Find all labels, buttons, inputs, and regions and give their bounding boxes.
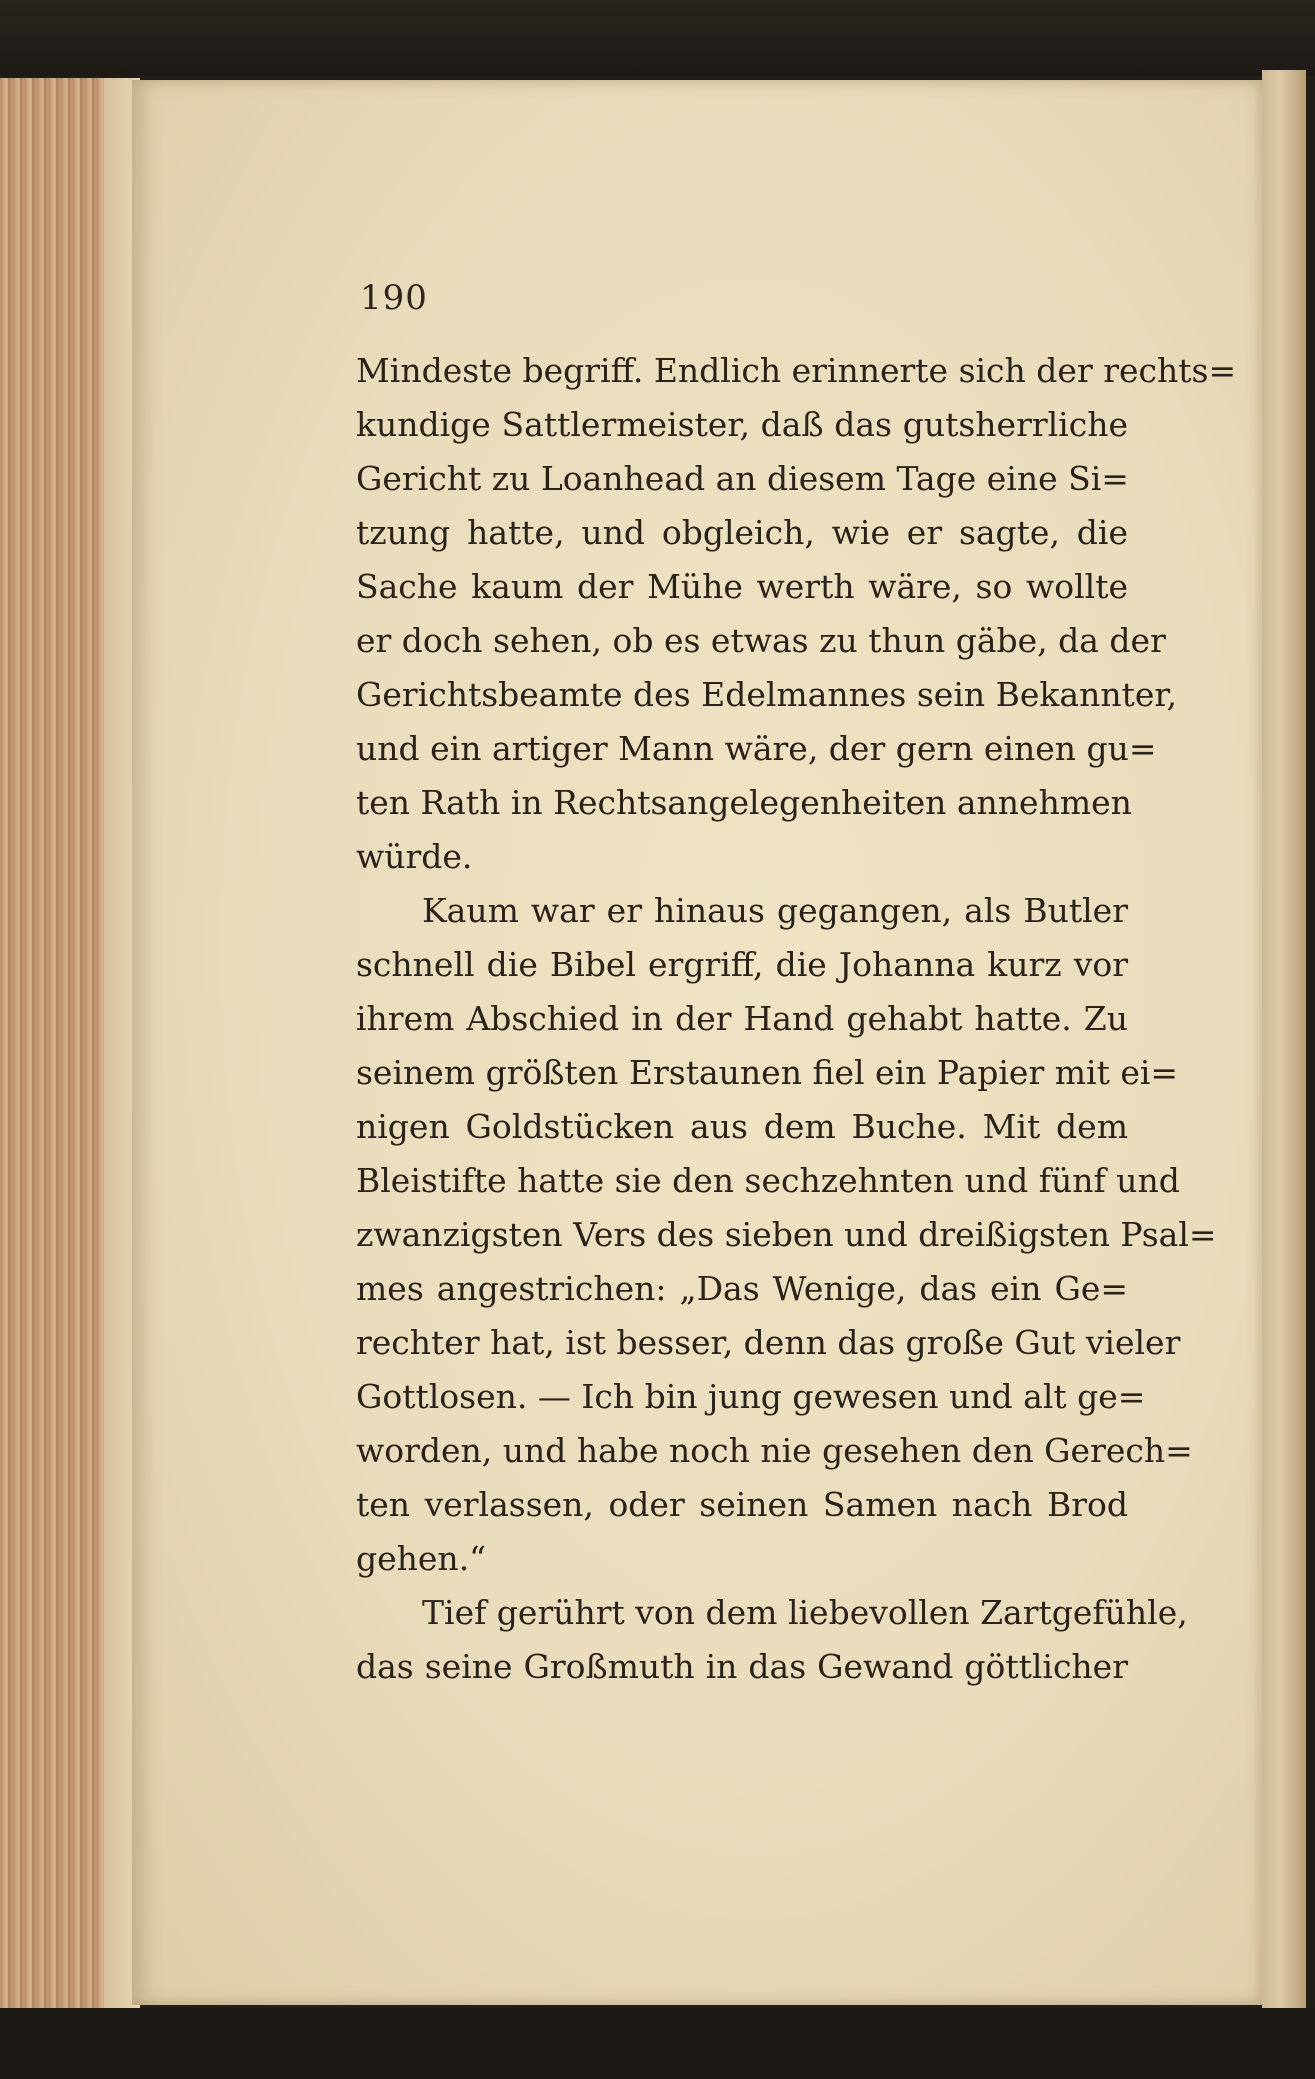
text-line: tzung hatte, und obgleich, wie er sagte, die xyxy=(356,513,1128,552)
text-line: worden, und habe noch nie gesehen den Gerech= xyxy=(356,1431,1193,1470)
text-line: seinem größten Erstaunen fiel ein Papier mit ei= xyxy=(356,1053,1179,1092)
text-line: Bleistifte hatte sie den sechzehnten und fünf und xyxy=(356,1161,1180,1200)
text-line: zwanzigsten Vers des sieben und dreißigsten Psal= xyxy=(356,1215,1217,1254)
text-line: ihrem Abschied in der Hand gehabt hatte. Zu xyxy=(356,999,1128,1038)
text-line: nigen Goldstücken aus dem Buche. Mit dem xyxy=(356,1107,1128,1146)
text-line: Gerichtsbeamte des Edelmannes sein Bekannter, xyxy=(356,675,1178,714)
text-line: kundige Sattlermeister, daß das gutsherrliche xyxy=(356,405,1128,444)
page-number: 190 xyxy=(360,278,428,318)
book-cover-top xyxy=(0,0,1315,76)
text-line: schnell die Bibel ergriff, die Johanna kurz vor xyxy=(356,945,1128,984)
paragraph-start-line: Tief gerührt von dem liebevollen Zartgefühle, xyxy=(422,1593,1188,1632)
book-cover-bottom xyxy=(0,2008,1315,2079)
text-line: rechter hat, ist besser, denn das große Gut vieler xyxy=(356,1323,1181,1362)
page-edges xyxy=(0,78,140,2013)
text-line: Gericht zu Loanhead an diesem Tage eine Si= xyxy=(356,459,1129,498)
text-line: Sache kaum der Mühe werth wäre, so wollte xyxy=(356,567,1128,606)
text-line: ten Rath in Rechtsangelegenheiten annehmen xyxy=(356,783,1132,822)
next-page-edge xyxy=(1262,70,1306,2010)
text-line: mes angestrichen: „Das Wenige, das ein Ge= xyxy=(356,1269,1128,1308)
body-text xyxy=(356,344,1237,1694)
text-line: und ein artiger Mann wäre, der gern einen gu= xyxy=(356,729,1157,768)
text-line: gehen.“ xyxy=(356,1539,487,1578)
text-line: ten verlassen, oder seinen Samen nach Brod xyxy=(356,1485,1128,1524)
text-line: würde. xyxy=(356,837,473,876)
paragraph-start-line: Kaum war er hinaus gegangen, als Butler xyxy=(422,891,1128,930)
text-line: das seine Großmuth in das Gewand göttlicher xyxy=(356,1647,1128,1686)
text-line: Gottlosen. — Ich bin jung gewesen und alt ge= xyxy=(356,1377,1146,1416)
text-line: er doch sehen, ob es etwas zu thun gäbe, da der xyxy=(356,621,1166,660)
text-line: Mindeste begriff. Endlich erinnerte sich der rechts= xyxy=(356,351,1237,390)
